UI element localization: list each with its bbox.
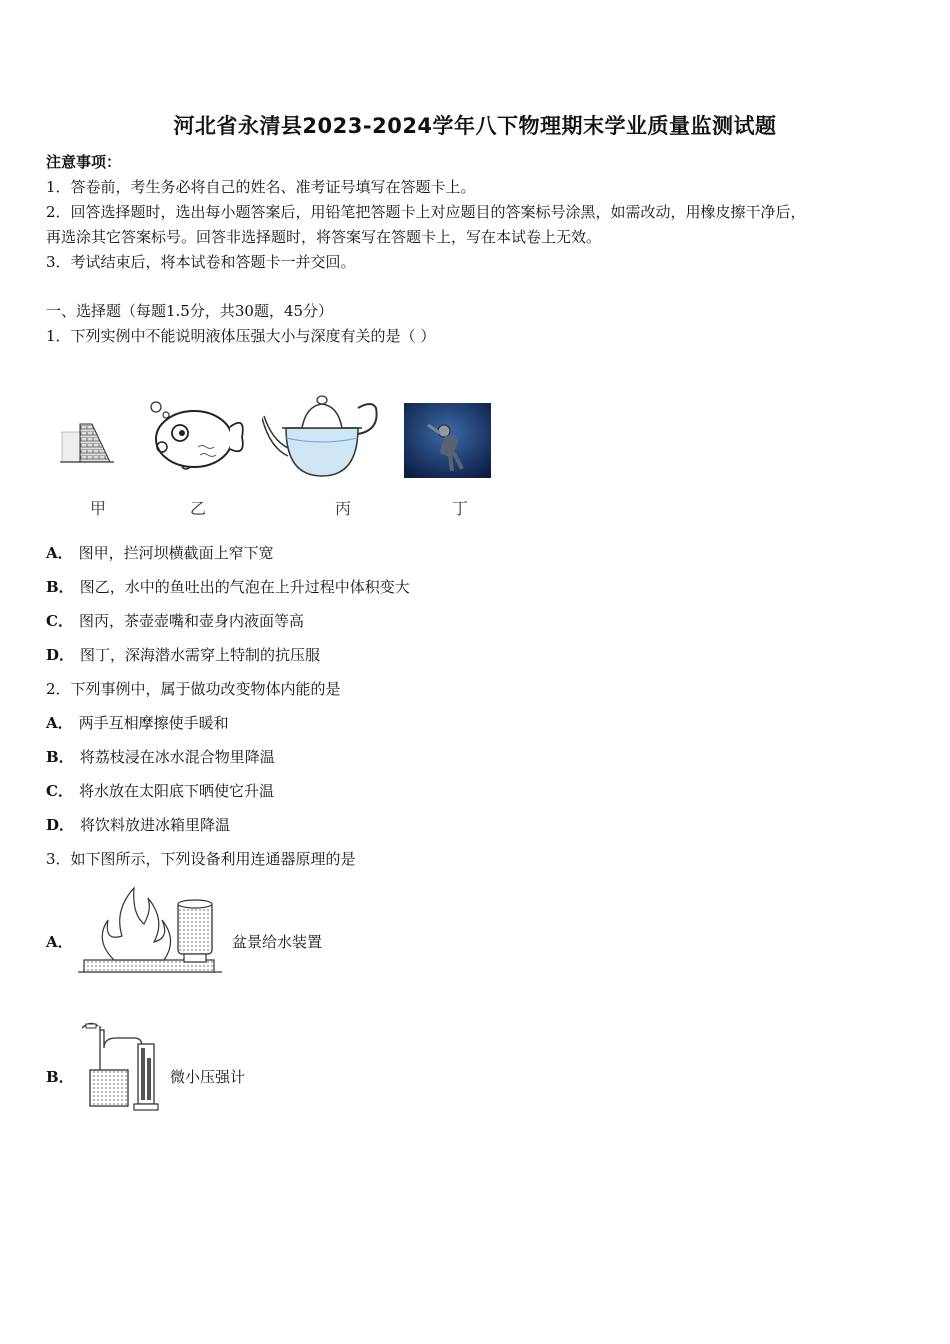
- figure-label-yi: 乙: [190, 499, 207, 518]
- q1-option-d: D． 图丁，深海潜水需穿上特制的抗压服: [46, 646, 321, 664]
- dam-figure: [60, 420, 116, 466]
- figure-label-jia: 甲: [90, 499, 107, 518]
- q1-option-a: A． 图甲，拦河坝横截面上窄下宽: [46, 544, 274, 562]
- micro-pressure-gauge-figure: [76, 1018, 162, 1112]
- notes-item-1: 1．答卷前，考生务必将自己的姓名、准考证号填写在答题卡上。: [46, 178, 476, 196]
- q3-option-a-text: 盆景给水装置: [232, 933, 323, 951]
- notes-item-2: 2．回答选择题时，选出每小题答案后，用铅笔把答题卡上对应题目的答案标号涂黑，如需改动，用橡皮擦干净后，: [46, 203, 806, 221]
- fish-figure: [140, 397, 248, 473]
- plant-water-feeder-figure: [74, 880, 226, 976]
- figure-label-ding: 丁: [452, 499, 469, 518]
- q2-option-a: A． 两手互相摩擦使手暖和: [46, 714, 229, 732]
- q3-option-a-letter: A．: [46, 933, 73, 951]
- section-heading: 一、选择题（每题1.5分，共30题，45分）: [46, 302, 334, 320]
- q2-option-c: C． 将水放在太阳底下晒使它升温: [46, 782, 274, 800]
- notes-item-2-cont: 再选涂其它答案标号。回答非选择题时，将答案写在答题卡上，写在本试卷上无效。: [46, 228, 602, 246]
- diver-figure: [404, 403, 491, 478]
- page-title: 河北省永清县2023-2024学年八下物理期末学业质量监测试题: [173, 114, 777, 138]
- q2-stem: 2．下列事例中，属于做功改变物体内能的是: [46, 680, 341, 698]
- notes-heading: 注意事项：: [46, 153, 122, 171]
- q2-option-d: D． 将饮料放进冰箱里降温: [46, 816, 231, 834]
- q1-option-b: B． 图乙，水中的鱼吐出的气泡在上升过程中体积变大: [46, 578, 410, 596]
- q2-option-b: B． 将荔枝浸在冰水混合物里降温: [46, 748, 275, 766]
- q1-stem: 1．下列实例中不能说明液体压强大小与深度有关的是（ ）: [46, 327, 436, 345]
- notes-item-3: 3．考试结束后，将本试卷和答题卡一并交回。: [46, 253, 356, 271]
- figure-label-bing: 丙: [335, 499, 352, 518]
- teapot-figure: [262, 390, 382, 478]
- q3-stem: 3．如下图所示，下列设备利用连通器原理的是: [46, 850, 356, 868]
- q3-option-b-letter: B．: [46, 1068, 74, 1086]
- q1-option-c: C． 图丙，茶壶壶嘴和壶身内液面等高: [46, 612, 304, 630]
- q3-option-b-text: 微小压强计: [170, 1068, 246, 1086]
